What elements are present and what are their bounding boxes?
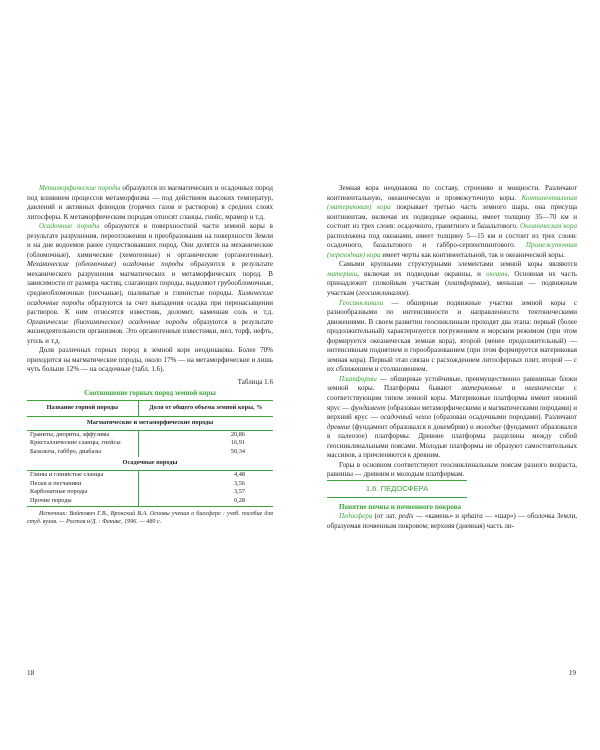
rock-name: Кристаллические сланцы, гнейсы xyxy=(30,439,121,447)
right-paragraph xyxy=(327,260,577,298)
text-run: Самыми крупными структурными элементами земной коры являются xyxy=(339,260,577,269)
table-header-name: Название горной породы xyxy=(27,401,138,417)
italic-text: осадочный чехол xyxy=(380,413,431,422)
italic-text: sphaira xyxy=(461,512,483,521)
term-highlight: Педосфера xyxy=(339,512,373,521)
table-title: Соотношение горных пород земной коры xyxy=(84,389,216,398)
term-highlight: Геосинклинали xyxy=(339,298,384,307)
table-row xyxy=(27,497,273,506)
text-run: образуются в результате механического разрушения магматических и метаморфических пород. В зависимости от размера частиц, слагающих породы, выделяют грубообломочные, среднеобломочные (песчаные), пылеватые и глинистые породы. xyxy=(27,260,273,298)
rock-name: Базальты, габбро, диабазы xyxy=(30,448,101,456)
text-run: (образован метаморфическими и магматическими породами) и верхний ярус — xyxy=(327,403,577,422)
term-highlight: материки xyxy=(327,269,358,278)
table-row xyxy=(27,470,273,479)
text-run: , включая их подводные окраины, и xyxy=(357,269,486,278)
italic-text: геосинклиналям xyxy=(358,289,406,298)
rock-proportion-table xyxy=(27,400,273,507)
text-run: (от лат. xyxy=(372,512,399,521)
term-highlight: Метаморфические породы xyxy=(39,184,121,192)
italic-text: материковые xyxy=(461,384,502,393)
text-run: — «камень» и xyxy=(413,512,462,521)
text-run: образуются из магматических и осадочных пород под влиянием процессов метаморфизма — под действием высоких температур, давлений и активных флюидов (горячих газов и растворов) в средних слоях литосферы. К метаморфическим породам относят сланцы, гнейс, мрамор и т.д. xyxy=(27,184,273,221)
text-run: имеет черты как континентальной, так и океанической коры. xyxy=(380,250,565,259)
term-highlight: Промежуточная (переходная) кора xyxy=(327,241,577,259)
term-highlight: океаны xyxy=(486,269,508,278)
table-row xyxy=(27,439,273,448)
italic-text: океанические xyxy=(524,384,565,393)
rock-name: Карбонатные породы xyxy=(30,488,88,496)
rock-share: 3,57 xyxy=(138,488,273,497)
subheading: Понятие почвы и почвенного покрова xyxy=(339,502,462,511)
text-run: (фундамент образовался в палеозое) платформы. Древние платформы разделены между собой геосинклинальными поясами. Молодые платформы не образуют самостоятельных массивов, а причленяются к древним. xyxy=(327,422,577,460)
right-text-column xyxy=(327,184,577,531)
text-run: образуются в результате жизнедеятельности организмов. Это органогенные известняки, мел, торф, нефть, уголь и т.д. xyxy=(27,317,273,345)
table-group-title: Магматические и метаморфические породы xyxy=(27,416,273,430)
text-run: ). xyxy=(405,289,410,298)
table-row xyxy=(27,448,273,457)
term-highlight: Осадочные породы xyxy=(39,222,100,231)
left-paragraph xyxy=(27,184,273,222)
text-run: (фундамент образовался в докембрии) и xyxy=(350,422,476,431)
right-paragraph xyxy=(327,184,577,260)
text-run: покрывает третью часть земного шара, она присуща континентам, включая их подводные окраины, имеет толщину 35—70 км и состоит из трех слоев: осадочного, гранитного и базальтового. xyxy=(327,203,577,231)
right-page xyxy=(300,0,600,750)
right-paragraph xyxy=(327,512,577,531)
italic-text: платформам xyxy=(447,279,487,288)
rock-share: 4,48 xyxy=(138,470,273,479)
rock-name: Прочие породы xyxy=(27,497,138,506)
table-row xyxy=(27,480,273,489)
text-run: Земная кора неоднакова по составу, строению и мощности. Различают континентальную, океаническую и промежуточную коры. xyxy=(327,184,577,202)
text-run: образуются в поверхностной части земной коры в результате разрушения, переотложения и преобразования на поверхности Земли и на дне водоемов ранее существовавших пород. Они делятся на механические (обломочные), химические (хемогенные) и органические (органогенные). xyxy=(27,222,273,259)
text-run: и xyxy=(501,384,525,393)
italic-text: Механические (обломочные) осадочные породы xyxy=(27,260,184,269)
right-paragraph xyxy=(327,299,577,375)
rock-share: 20,86 xyxy=(138,430,273,439)
page-number-right: 19 xyxy=(568,669,576,677)
rock-name: Граниты, диориты, эффузивы xyxy=(30,430,110,438)
page-number-left: 18 xyxy=(27,669,35,677)
term-highlight: Платформы xyxy=(339,374,377,383)
table-caption: Таблица 1.6 xyxy=(237,377,273,386)
text-run: ), меньшая — подвижным участкам ( xyxy=(327,279,577,298)
italic-text: фундамент xyxy=(350,403,386,412)
text-run: Доля различных горных пород в земной коре неодинакова. Более 70% приходится на магматические породы, около 17% — на метаморфические и лишь чуть больше 12% — на осадочные (табл. 1.6). xyxy=(27,346,273,374)
table-row xyxy=(27,430,273,439)
italic-text: pedis xyxy=(398,512,414,521)
text-run: образуются за счет выпадения осадка при перенасыщении растворов. К ним относятся известняк, доломит, каменная соль и т.д. xyxy=(27,298,273,317)
source-text: Войтович Г.В., Вронский В.А. Основы учения о биосфере : учеб. пособие для студ. вузов. — Ростов н/Д. : Феникс, 1996. — 480 с. xyxy=(27,511,273,526)
right-paragraph xyxy=(327,461,577,480)
italic-text: древние xyxy=(327,422,351,431)
table-source xyxy=(27,510,273,526)
left-paragraph xyxy=(27,346,273,375)
left-paragraph xyxy=(27,222,273,346)
table-row xyxy=(27,488,273,497)
text-run: — обширные устойчивые, преимущественно равнинные блоки земной коры. Платформы бывают xyxy=(327,374,577,393)
section-heading: 1.6. ПЕДОСФЕРА xyxy=(327,480,467,498)
term-highlight: Континентальная (материковая) кора xyxy=(327,193,577,212)
text-run: (образован осадочными породами). Различают xyxy=(430,413,577,422)
text-run: Горы в основном соответствуют геосинклинальным поясам разного возраста, равнины — древним и молодым платформам. xyxy=(327,460,577,479)
right-paragraph xyxy=(327,375,577,461)
table-group-title: Осадочные породы xyxy=(27,457,273,470)
rock-name: Пески и песчаники xyxy=(30,479,82,487)
text-run: . Основная их часть принадлежит спокойным участкам ( xyxy=(327,269,577,288)
italic-text: молодые xyxy=(475,422,502,431)
rock-name: Глины и глинистые сланцы xyxy=(30,470,104,478)
text-run: расположена под океанами, имеет толщину 5—15 км и состоит из трех слоев: осадочного, базальтового и габбро-серпентинитового. xyxy=(327,231,577,250)
text-run: — обширные подвижные участки земной коры с разнообразными по интенсивности и направленности тектоническими движениями. В своем развитии геосинклинали проходят два этапа: первый (более продолжительный) характеризуется погружением и морским режимом (при этом формируется океаническая земная кора), второй (менее продолжительный) — интенсивным поднятием и горообразованием (при этом формируется материковая земная кора). Первый этап связан с расхождением литосферных плит, второй — с их сближением и столкновением. xyxy=(327,298,577,374)
rock-share: 50,34 xyxy=(138,448,273,457)
italic-text: Органические (биохимические) осадочные породы xyxy=(27,317,188,326)
table-header-share: Доля от общего объема земной коры, % xyxy=(138,401,273,417)
source-label: Источник: xyxy=(39,511,68,517)
text-run: с соответствующим типом земной коры. Материковые платформы имеют нижний ярус — xyxy=(327,384,578,412)
left-text-column xyxy=(27,184,273,526)
rock-share: 16,91 xyxy=(138,439,273,448)
term-highlight: Океаническая кора xyxy=(519,222,577,231)
text-run: — «шар») — оболочка Земли, образуемая почвенным покровом; верхняя (дневная) часть ли- xyxy=(327,512,577,530)
rock-share: 3,56 xyxy=(138,480,273,489)
rock-share: 0,28 xyxy=(138,497,273,506)
italic-text: Химические осадочные породы xyxy=(27,289,273,307)
